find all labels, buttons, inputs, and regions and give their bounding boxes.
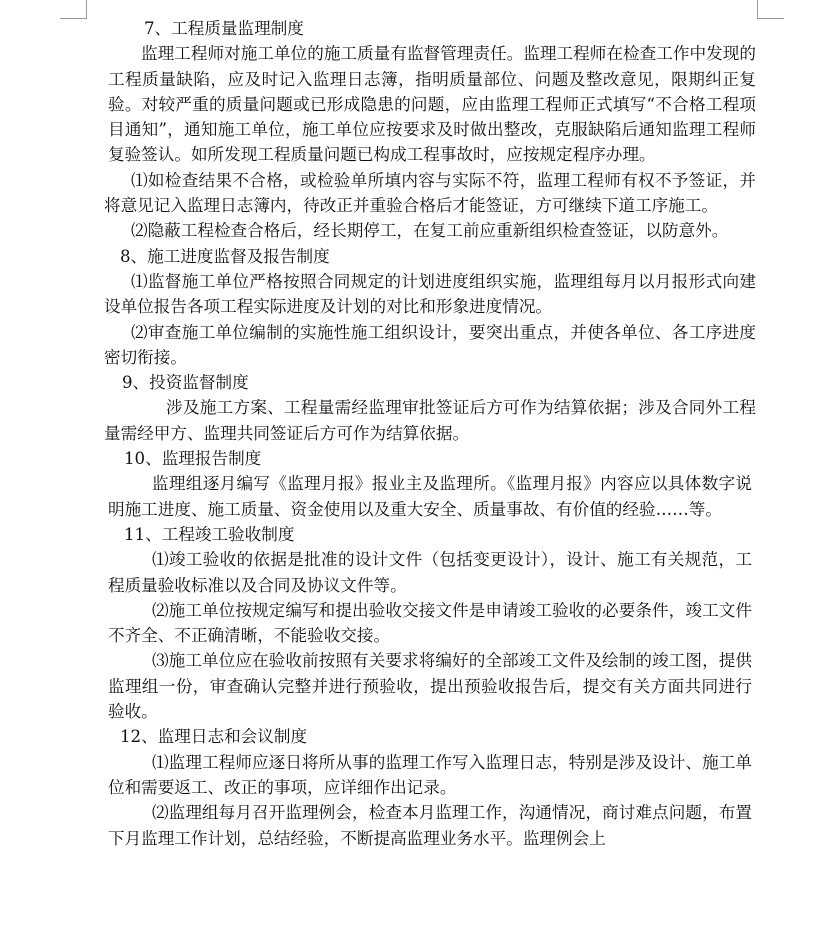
paragraph: ⑵监理组每月召开监理例会，检查本月监理工作，沟通情况，商讨难点问题，布置下月监理工作计划，总结经验，不断提高监理业务水平。监理例会上 bbox=[108, 803, 752, 848]
paragraph: ⑵施工单位按规定编写和提出验收交接文件是申请竣工验收的必要条件，竣工文件不齐全、不正确清晰，不能验收交接。 bbox=[108, 600, 752, 646]
paragraph: ⑴如检查结果不合格，或检验单所填内容与实际不符，监理工程师有权不予签证，并将意见记入监理日志簿内，待改正并重验合格后才能签证，方可继续下道工序施工。 bbox=[104, 170, 756, 216]
paragraph: ⑵隐蔽工程检查合格后，经长期停工，在复工前应重新组织检查签证，以防意外。 bbox=[131, 221, 729, 241]
page-corner-mark-left bbox=[60, 0, 87, 19]
section-heading-7: 7、工程质量监理制度 bbox=[144, 19, 304, 38]
paragraph: ⑴竣工验收的依据是批准的设计文件（包括变更设计），设计、施工有关规范，工程质量验收标准以及合同及协议文件等。 bbox=[108, 550, 752, 595]
paragraph: ⑴监督施工单位严格按照合同规定的计划进度组织实施，监理组每月以月报形式向建设单位报告各项工程实际进度及计划的对比和形象进度情况。 bbox=[104, 271, 756, 317]
section-heading-12: 12、监理日志和会议制度 bbox=[120, 727, 308, 747]
section-heading-11: 11、工程竣工验收制度 bbox=[124, 524, 295, 544]
section-heading-10: 10、监理报告制度 bbox=[124, 449, 262, 469]
page-corner-mark-right bbox=[757, 0, 784, 19]
paragraph: 涉及施工方案、工程量需经监理审批签证后方可作为结算依据；涉及合同外工程量需经甲方、监理共同签证后方可作为结算依据。 bbox=[104, 398, 756, 443]
paragraph: ⑴监理工程师应逐日将所从事的监理工作写入监理日志，特别是涉及设计、施工单位和需要返工、改正的事项，应详细作出记录。 bbox=[108, 752, 752, 797]
paragraph: ⑶施工单位应在验收前按照有关要求将编好的全部竣工文件及绘制的竣工图，提供监理组一份，审查确认完整并进行预验收，提出预验收报告后，提交有关方面共同进行验收。 bbox=[108, 651, 752, 722]
paragraph: 监理工程师对施工单位的施工质量有监督管理责任。监理工程师在检查工作中发现的工程质量缺陷，应及时记入监理日志簿，指明质量部位、问题及整改意见，限期纠正复验。对较严重的质量问题或已形成隐患的问题，应由监理工程师正式填写“不合格工程项目通知”，通知施工单位，施工单位应按要求及时做出整改，克服缺陷后通知监理工程师复验签认。如所发现工程质量问题已构成工程事故时，应按规定程序办理。 bbox=[108, 44, 756, 165]
paragraph: 监理组逐月编写《监理月报》报业主及监理所。《监理月报》内容应以具体数字说明施工进度、施工质量、资金使用以及重大安全、质量事故、有价值的经验……等。 bbox=[108, 474, 752, 519]
section-heading-8: 8、施工进度监督及报告制度 bbox=[120, 246, 330, 266]
document-page bbox=[104, 16, 756, 851]
section-heading-9: 9、投资监督制度 bbox=[122, 373, 249, 393]
paragraph: ⑵审查施工单位编制的实施性施工组织设计，要突出重点，并使各单位、各工序进度密切衔接。 bbox=[104, 322, 756, 367]
